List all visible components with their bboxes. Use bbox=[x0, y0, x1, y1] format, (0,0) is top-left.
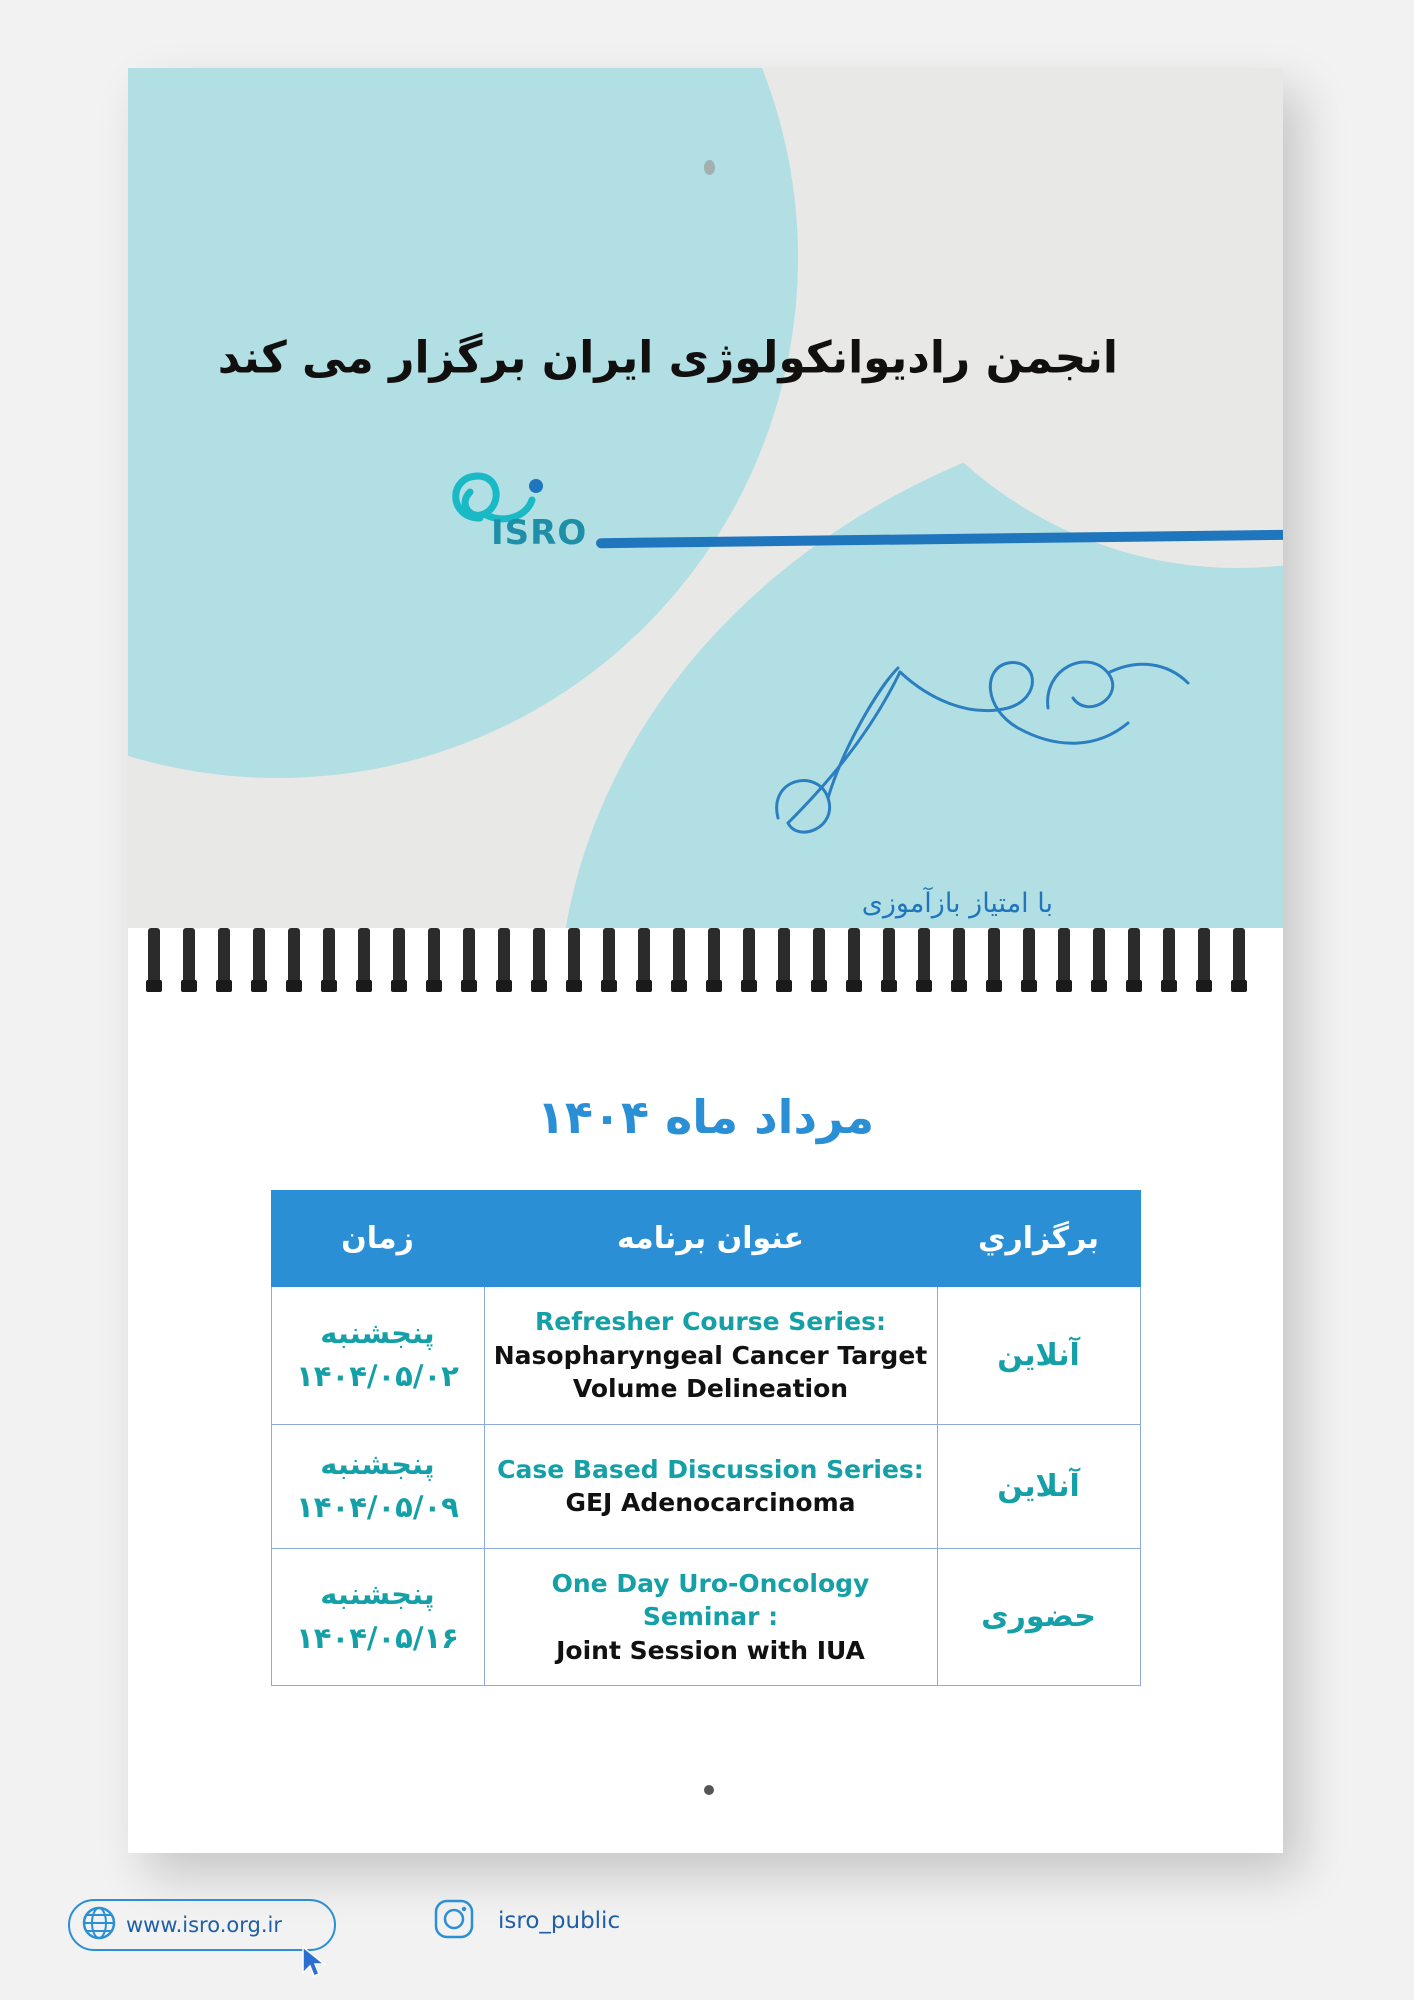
globe-icon bbox=[80, 1904, 118, 1946]
bottom-dot bbox=[704, 1785, 714, 1795]
cell-title bbox=[484, 1548, 937, 1686]
month-title: مرداد ماه ۱۴۰۴ bbox=[536, 1090, 875, 1144]
table-header-row bbox=[271, 1191, 1140, 1287]
cell-time bbox=[271, 1287, 484, 1425]
instagram-handle: isro_public bbox=[498, 1908, 621, 1934]
awareness-ribbons-icon bbox=[768, 628, 1283, 872]
program-title-main: GEJ Adenocarcinoma bbox=[565, 1488, 856, 1517]
table-row bbox=[271, 1424, 1140, 1548]
schedule-section bbox=[128, 1008, 1283, 1853]
event-date: ۱۴۰۴/۰۵/۱۶ bbox=[296, 1620, 459, 1655]
event-date: ۱۴۰۴/۰۵/۰۹ bbox=[296, 1490, 459, 1524]
event-day: پنجشنبه bbox=[320, 1446, 435, 1481]
decorative-circle-topright bbox=[828, 68, 1283, 568]
website-link[interactable] bbox=[68, 1899, 336, 1951]
poster-art-panel bbox=[128, 68, 1283, 928]
cell-title bbox=[484, 1287, 937, 1425]
cell-mode: آنلاین bbox=[937, 1424, 1140, 1548]
column-header-title: عنوان برنامه bbox=[484, 1191, 937, 1287]
footer-bar bbox=[0, 1885, 1414, 2000]
event-day: پنجشنبه bbox=[320, 1315, 435, 1350]
program-title-accent: Case Based Discussion Series: bbox=[497, 1454, 924, 1484]
page-title: انجمن رادیوانکولوژی ایران برگزار می کند bbox=[217, 332, 1118, 384]
instagram-icon bbox=[432, 1897, 476, 1945]
website-url: www.isro.org.ir bbox=[126, 1913, 282, 1937]
column-header-mode: برگزاري bbox=[937, 1191, 1140, 1287]
table-row bbox=[271, 1287, 1140, 1425]
cell-time bbox=[271, 1548, 484, 1686]
schedule-table bbox=[271, 1190, 1141, 1686]
cursor-pointer-icon bbox=[300, 1945, 328, 1985]
event-date: ۱۴۰۴/۰۵/۰۲ bbox=[296, 1359, 459, 1394]
calendar-poster bbox=[128, 68, 1283, 1853]
retraining-note: با امتیاز بازآموزی bbox=[861, 888, 1053, 919]
spiral-binding bbox=[128, 928, 1283, 1008]
program-title-accent: Refresher Course Series: bbox=[535, 1307, 886, 1336]
program-title-main: Nasopharyngeal Cancer Target Volume Delineation bbox=[493, 1340, 928, 1403]
column-header-time: زمان bbox=[271, 1191, 484, 1287]
instagram-link[interactable] bbox=[432, 1897, 620, 1945]
isro-logo-text: ISRO bbox=[491, 513, 588, 553]
punch-hole bbox=[704, 160, 715, 175]
event-day: پنجشنبه bbox=[320, 1577, 435, 1612]
program-title-accent: One Day Uro-Oncology Seminar : bbox=[551, 1568, 870, 1631]
cell-title bbox=[484, 1424, 937, 1548]
program-title-main: Joint Session with IUA bbox=[556, 1635, 865, 1665]
table-row bbox=[271, 1548, 1140, 1686]
cell-mode: حضوری bbox=[937, 1548, 1140, 1686]
cell-time bbox=[271, 1424, 484, 1548]
cell-mode: آنلاین bbox=[937, 1287, 1140, 1425]
